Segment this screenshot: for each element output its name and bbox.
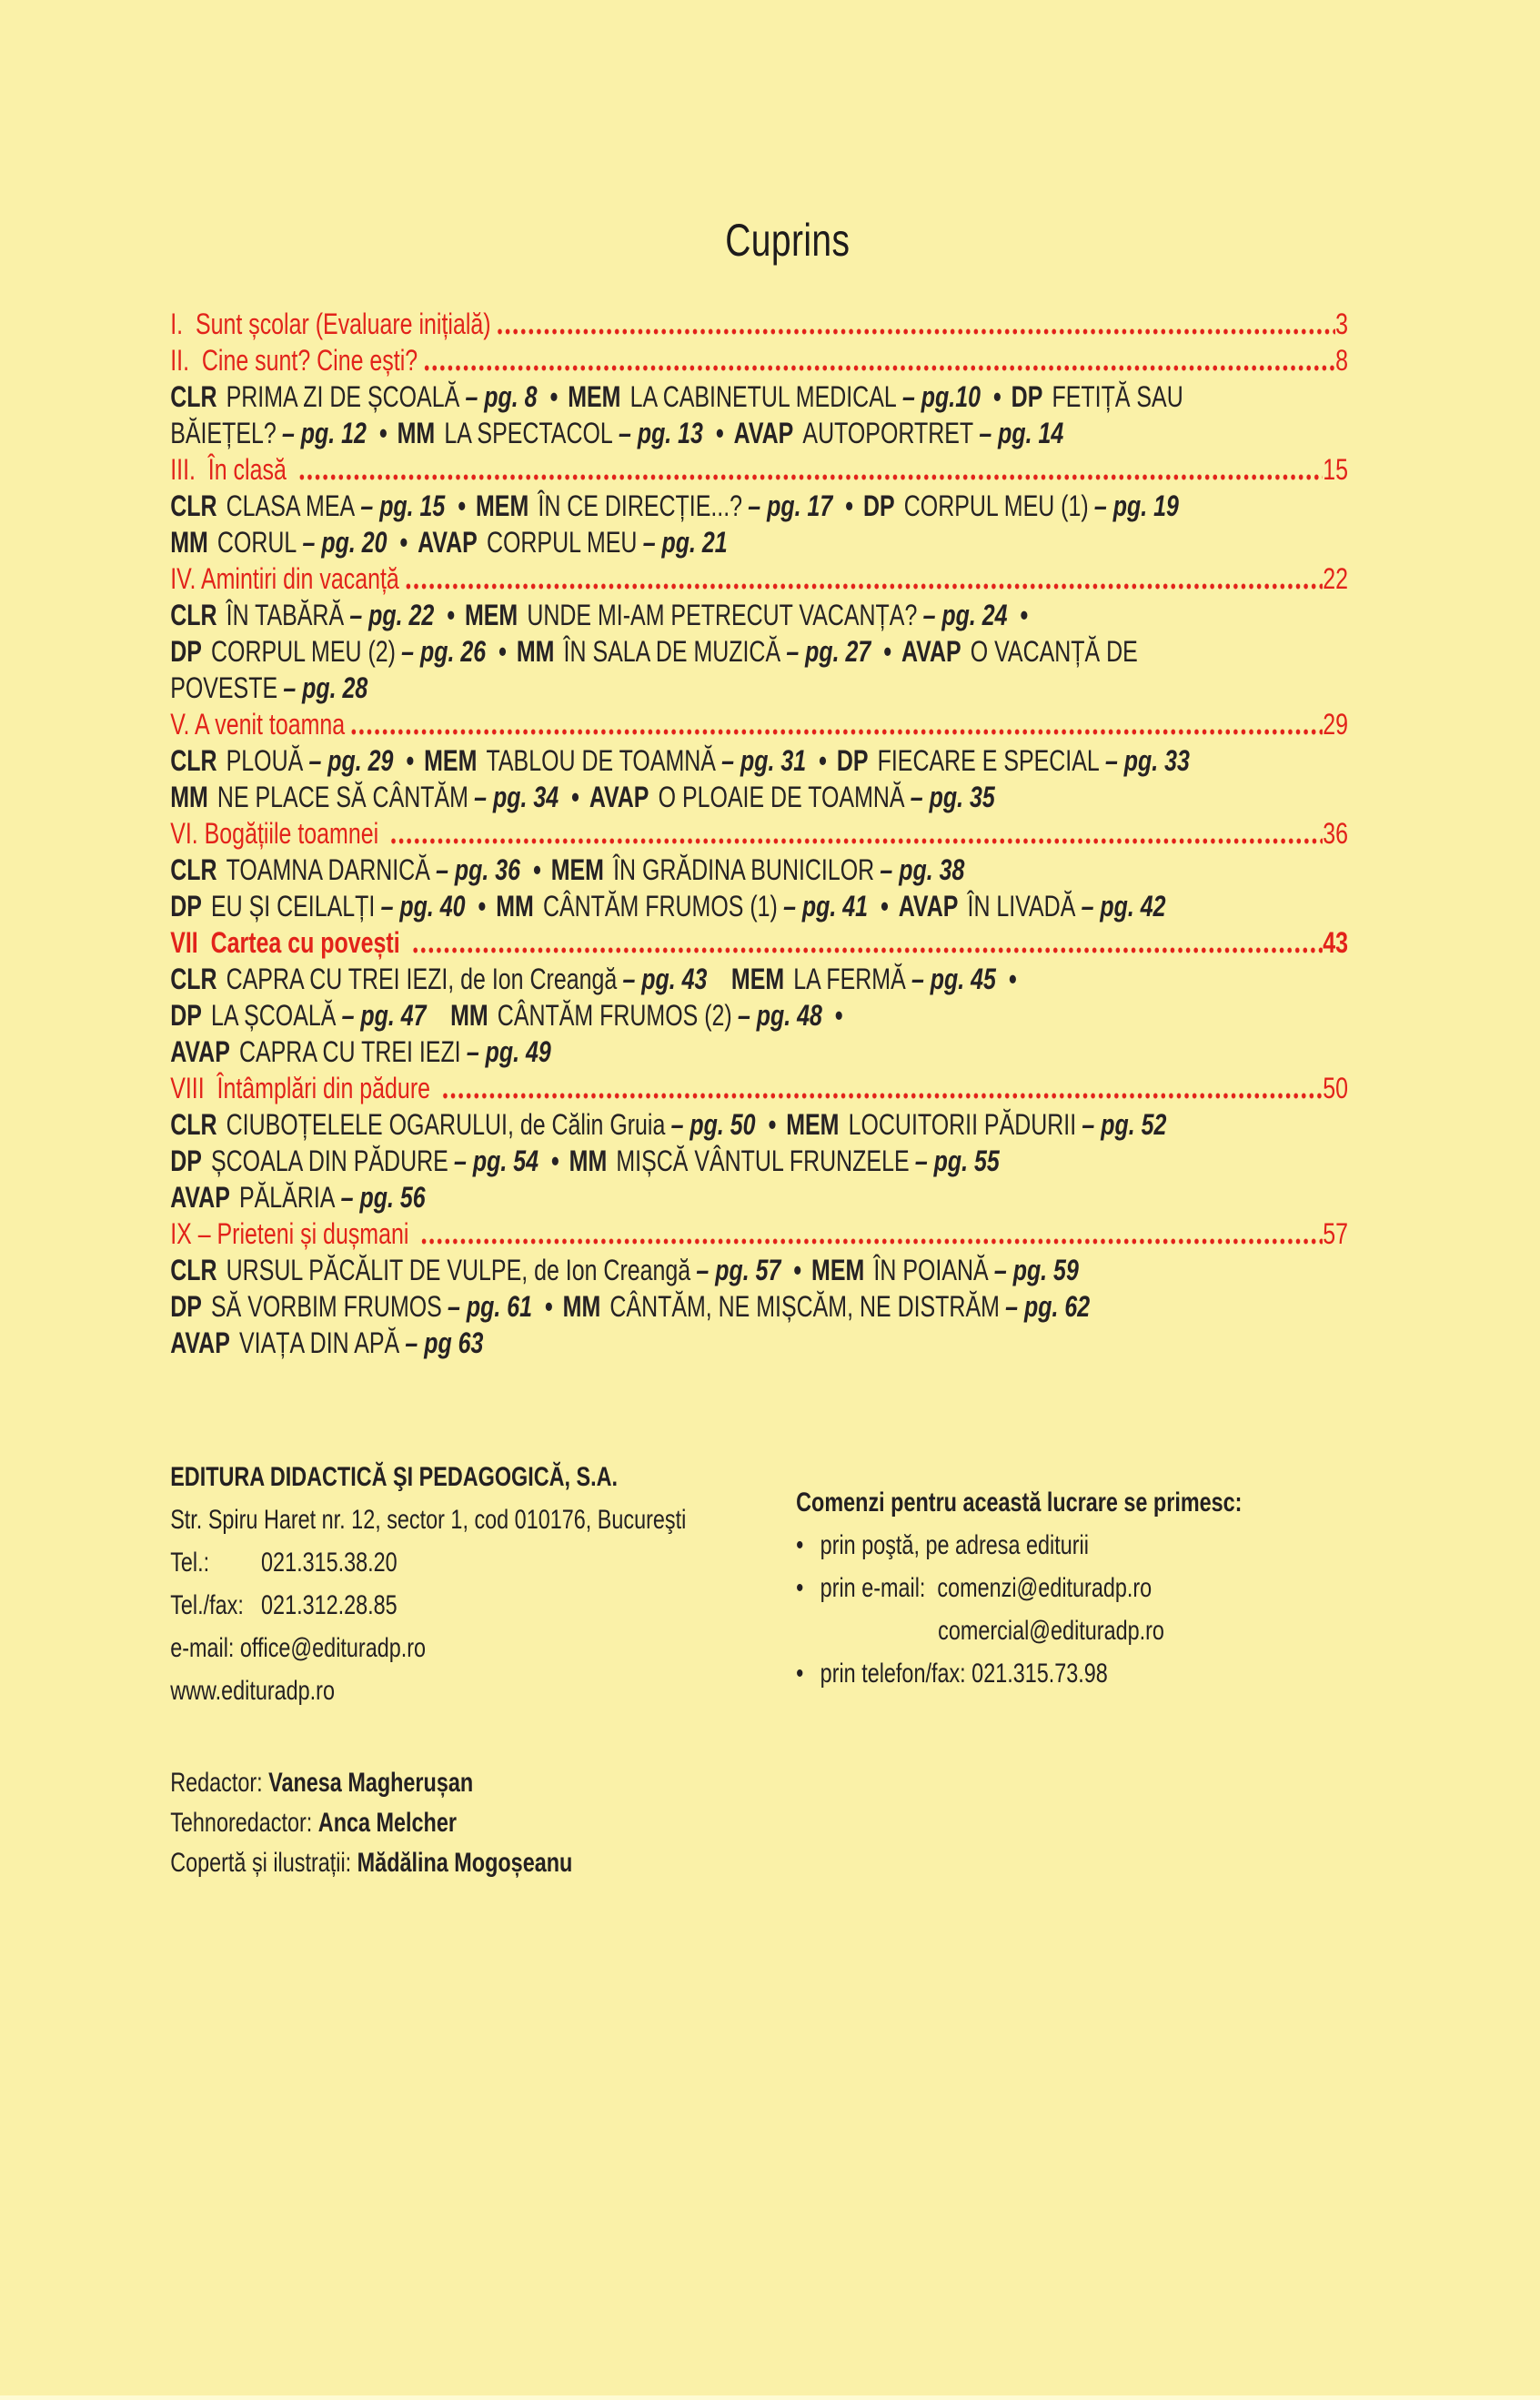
entry-label: CLR: [170, 963, 217, 995]
section-page-number: 50: [1323, 1072, 1348, 1104]
entry-page-ref: – pg. 43: [622, 963, 708, 995]
dotted-leader: [421, 1237, 1324, 1245]
entry-title: LA SPECTACOL: [444, 417, 613, 449]
order-option: [796, 1524, 1242, 1567]
order-option-text: comercial@edituradp.ro: [938, 1616, 1164, 1646]
entry-title: VIAȚA DIN APĂ: [238, 1326, 400, 1359]
entry-page-ref: – pg. 48: [737, 999, 822, 1032]
dotted-leader: [412, 946, 1323, 954]
bullet-separator: •: [819, 744, 827, 777]
toc-section-row: [170, 451, 1348, 488]
entry-page-ref: – pg. 50: [670, 1108, 756, 1141]
entry-title: ȘCOALA DIN PĂDURE: [211, 1145, 448, 1177]
dotted-leader: [442, 1092, 1323, 1100]
bullet-separator: •: [883, 635, 892, 668]
entry-title: PLOUĂ: [226, 744, 304, 777]
entry-label: MEM: [811, 1254, 865, 1286]
bullet-icon: •: [796, 1573, 804, 1603]
entry-label: MM: [569, 1145, 608, 1177]
bullet-separator: •: [478, 890, 487, 923]
section-title: VIII Întâmplări din pădure: [170, 1072, 437, 1104]
toc-entry-row: [170, 1325, 1348, 1361]
entry-page-ref: – pg 63: [405, 1326, 484, 1359]
bullet-separator: •: [993, 380, 1002, 413]
dotted-leader: [298, 473, 1323, 481]
entry-label: MEM: [464, 599, 518, 631]
entry-page-ref: – pg. 24: [922, 599, 1008, 631]
entry-title: CIUBOȚELELE OGARULUI, de Călin Gruia: [226, 1108, 666, 1141]
credit-row: [170, 1763, 1539, 1803]
entry-title: CORUL: [216, 526, 297, 559]
bullet-separator: •: [378, 417, 388, 449]
bullet-separator: •: [1008, 963, 1017, 995]
entry-title: SĂ VORBIM FRUMOS: [211, 1290, 442, 1323]
entry-title: CAPRA CU TREI IEZI: [238, 1035, 461, 1068]
entry-title: O PLOAIE DE TOAMNĂ: [658, 781, 905, 813]
entry-label: AVAP: [733, 417, 794, 449]
dotted-leader: [497, 328, 1335, 336]
entry-label: MM: [562, 1290, 601, 1323]
entry-label: MM: [496, 890, 534, 923]
entry-title: POVESTE: [170, 671, 278, 704]
credit-person-name: Mădălina Mogoșeanu: [357, 1848, 573, 1878]
entry-label: MM: [170, 526, 208, 559]
section-page-number: 57: [1323, 1217, 1348, 1250]
entry-title: ÎN LIVADĂ: [967, 890, 1076, 923]
entry-label: DP: [170, 890, 202, 923]
page-title: Cuprins: [725, 215, 851, 266]
section-title: II. Cine sunt? Cine ești?: [170, 344, 418, 377]
section-title: VI. Bogățiile toamnei: [170, 817, 386, 850]
entry-label: MEM: [568, 380, 621, 413]
entry-label: DP: [170, 999, 202, 1032]
entry-label: MM: [516, 635, 555, 668]
order-option: [796, 1567, 1242, 1609]
publisher-fax-row: [170, 1584, 796, 1627]
bullet-separator: •: [834, 999, 843, 1032]
entry-page-ref: – pg. 41: [783, 890, 869, 923]
toc-entry-row: [170, 852, 1348, 888]
toc-entry-row: [170, 1106, 1348, 1143]
bullet-separator: •: [458, 489, 467, 522]
entry-page-ref: – pg. 62: [1005, 1290, 1091, 1323]
credit-row: [170, 1843, 1539, 1883]
bullet-separator: •: [447, 599, 456, 631]
publisher-website: www.edituradp.ro: [170, 1676, 336, 1706]
entry-title: PĂLĂRIA: [238, 1181, 336, 1214]
entry-label: MM: [450, 999, 488, 1032]
entry-page-ref: – pg. 38: [880, 853, 965, 886]
entry-page-ref: – pg. 19: [1093, 489, 1179, 522]
entry-label: AVAP: [418, 526, 478, 559]
entry-title: FETIȚĂ SAU: [1052, 380, 1183, 413]
fax-number: 021.312.28.85: [261, 1590, 398, 1620]
toc-entry-row: [170, 378, 1348, 415]
entry-label: CLR: [170, 744, 217, 777]
entry-label: DP: [1011, 380, 1043, 413]
section-page-number: 29: [1323, 708, 1348, 741]
section-title: IX – Prieteni și dușmani: [170, 1217, 416, 1250]
bullet-separator: •: [550, 1145, 559, 1177]
entry-label: AVAP: [170, 1181, 230, 1214]
credit-row: [170, 1803, 1539, 1843]
entry-label: AVAP: [898, 890, 959, 923]
order-option-text: prin e-mail: comenzi@edituradp.ro: [820, 1573, 1152, 1603]
toc-entry-row: [170, 888, 1348, 924]
section-page-number: 8: [1335, 344, 1348, 377]
entry-page-ref: – pg. 15: [360, 489, 446, 522]
bullet-separator: •: [533, 853, 541, 886]
bullet-separator: •: [498, 635, 507, 668]
entry-title: LA CABINETUL MEDICAL: [629, 380, 897, 413]
entry-title: ÎN POIANĂ: [873, 1254, 989, 1286]
dotted-leader: [350, 728, 1323, 736]
entry-label: DP: [836, 744, 869, 777]
section-title: I. Sunt școlar (Evaluare inițială): [170, 308, 491, 340]
entry-title: CORPUL MEU: [486, 526, 638, 559]
toc-entry-row: [170, 597, 1348, 633]
toc-section-row: [170, 306, 1348, 342]
entry-title: ÎN GRĂDINA BUNICILOR: [613, 853, 875, 886]
toc-entry-row: [170, 779, 1348, 815]
entry-page-ref: – pg. 34: [474, 781, 559, 813]
entry-label: DP: [170, 1145, 202, 1177]
entry-label: MEM: [476, 489, 529, 522]
section-title: VII Cartea cu povești: [170, 926, 407, 959]
entry-title: O VACANȚĂ DE: [970, 635, 1138, 668]
toc-section-row: [170, 342, 1348, 378]
order-option: [796, 1652, 1242, 1695]
entry-page-ref: – pg. 59: [993, 1254, 1079, 1286]
entry-label: CLR: [170, 489, 217, 522]
toc-entry-row: [170, 1288, 1348, 1325]
table-of-contents: [170, 306, 1348, 1361]
entry-label: AVAP: [170, 1035, 230, 1068]
toc-section-row: [170, 706, 1348, 742]
toc-entry-row: [170, 633, 1348, 670]
entry-page-ref: – pg. 36: [436, 853, 521, 886]
entry-title: URSUL PĂCĂLIT DE VULPE, de Ion Creangă: [226, 1254, 691, 1286]
entry-page-ref: – pg. 61: [448, 1290, 532, 1323]
toc-entry-row: [170, 415, 1348, 451]
toc-entry-row: [170, 1179, 1348, 1215]
bullet-separator: •: [1020, 599, 1029, 631]
entry-page-ref: – pg. 49: [466, 1035, 551, 1068]
section-page-number: 36: [1323, 817, 1348, 850]
entry-title: CÂNTĂM FRUMOS (2): [497, 999, 732, 1032]
entry-page-ref: – pg. 26: [401, 635, 487, 668]
toc-entry-row: [170, 742, 1348, 779]
entry-page-ref: – pg. 57: [696, 1254, 781, 1286]
entry-title: CLASA MEA: [226, 489, 356, 522]
bullet-separator: •: [571, 781, 579, 813]
entry-label: MEM: [730, 963, 785, 995]
entry-label: MM: [397, 417, 436, 449]
entry-page-ref: – pg. 31: [721, 744, 807, 777]
entry-page-ref: – pg. 42: [1081, 890, 1166, 923]
bullet-separator: •: [549, 380, 559, 413]
bullet-separator: •: [399, 526, 408, 559]
entry-label: MM: [170, 781, 208, 813]
toc-section-row: [170, 924, 1348, 961]
bullet-separator: •: [545, 1290, 553, 1323]
entry-page-ref: – pg. 33: [1104, 744, 1190, 777]
entry-label: MEM: [786, 1108, 840, 1141]
bullet-icon: •: [796, 1659, 804, 1689]
publisher-left-column: [170, 1456, 796, 1712]
dotted-leader: [405, 582, 1323, 590]
entry-page-ref: – pg.10: [901, 380, 981, 413]
fax-label: Tel./fax:: [170, 1590, 244, 1620]
entry-page-ref: – pg. 55: [914, 1145, 1000, 1177]
order-option-text: prin poştă, pe adresa editurii: [820, 1530, 1089, 1560]
credit-person-name: Vanesa Magherușan: [268, 1768, 474, 1798]
entry-label: AVAP: [170, 1326, 230, 1359]
toc-section-row: [170, 1070, 1348, 1106]
entry-label: CLR: [170, 1254, 217, 1286]
order-option-text: prin telefon/fax: 021.315.73.98: [820, 1659, 1108, 1689]
toc-entry-row: [170, 961, 1348, 997]
toc-section-row: [170, 815, 1348, 852]
entry-title: TABLOU DE TOAMNĂ: [486, 744, 716, 777]
entry-page-ref: – pg. 29: [308, 744, 394, 777]
entry-title: TOAMNA DARNICĂ: [226, 853, 430, 886]
entry-label: CLR: [170, 380, 217, 413]
dotted-leader: [423, 364, 1335, 372]
publisher-name: EDITURA DIDACTICĂ ŞI PEDAGOGICĂ, S.A.: [170, 1462, 619, 1492]
section-title: IV. Amintiri din vacanță: [170, 562, 399, 595]
credit-role-label: Tehnoredactor:: [170, 1808, 318, 1838]
orders-heading: Comenzi pentru această lucrare se primesc:: [796, 1487, 1243, 1518]
entry-title: LA ȘCOALĂ: [211, 999, 337, 1032]
entry-label: CLR: [170, 853, 217, 886]
entry-title: FIECARE E SPECIAL: [877, 744, 1100, 777]
toc-entry-row: [170, 1034, 1348, 1070]
entry-title: LOCUITORII PĂDURII: [848, 1108, 1077, 1141]
page-content: [0, 215, 1540, 2400]
entry-page-ref: – pg. 56: [340, 1181, 426, 1214]
toc-section-row: [170, 1215, 1348, 1252]
entry-page-ref: – pg. 22: [349, 599, 435, 631]
entry-page-ref: – pg. 17: [748, 489, 833, 522]
entry-page-ref: – pg. 8: [465, 380, 538, 413]
toc-entry-row: [170, 670, 1348, 706]
entry-title: BĂIEȚEL?: [170, 417, 277, 449]
bullet-separator: •: [881, 890, 889, 923]
scanned-page: [0, 215, 1540, 2400]
section-page-number: 15: [1323, 453, 1348, 486]
entry-label: CLR: [170, 599, 217, 631]
toc-entry-row: [170, 1143, 1348, 1179]
entry-title: CÂNTĂM FRUMOS (1): [542, 890, 778, 923]
entry-label: DP: [170, 635, 202, 668]
orders-column: [796, 1456, 1242, 1712]
phone-label: Tel.:: [170, 1548, 210, 1578]
bullet-separator: •: [406, 744, 415, 777]
entry-title: EU ȘI CEILALȚI: [211, 890, 376, 923]
toc-section-row: [170, 560, 1348, 597]
orders-list: [796, 1524, 1242, 1695]
section-page-number: 22: [1323, 562, 1348, 595]
bullet-icon: •: [796, 1530, 804, 1560]
entry-label: AVAP: [901, 635, 961, 668]
entry-title: ÎN CE DIRECȚIE...?: [538, 489, 743, 522]
entry-page-ref: – pg. 12: [281, 417, 367, 449]
entry-title: CÂNTĂM, NE MIȘCĂM, NE DISTRĂM: [609, 1290, 1000, 1323]
entry-title: ÎN TABĂRĂ: [226, 599, 345, 631]
entry-label: MEM: [550, 853, 604, 886]
toc-entry-row: [170, 1252, 1348, 1288]
entry-page-ref: – pg. 14: [979, 417, 1064, 449]
credit-person-name: Anca Melcher: [317, 1808, 457, 1838]
toc-entry-row: [170, 997, 1348, 1034]
entry-title: MIȘCĂ VÂNTUL FRUNZELE: [616, 1145, 910, 1177]
scan-edge: [0, 2395, 1540, 2400]
entry-page-ref: – pg. 40: [380, 890, 466, 923]
entry-page-ref: – pg. 13: [619, 417, 703, 449]
entry-title: NE PLACE SĂ CÂNTĂM: [216, 781, 468, 813]
section-page-number: 43: [1323, 926, 1348, 959]
entry-title: UNDE MI-AM PETRECUT VACANȚA?: [527, 599, 918, 631]
entry-title: ÎN SALA DE MUZICĂ: [563, 635, 781, 668]
entry-title: PRIMA ZI DE ȘCOALĂ: [226, 380, 460, 413]
publisher-email: e-mail: office@edituradp.ro: [170, 1633, 427, 1663]
bullet-separator: •: [793, 1254, 802, 1286]
publisher-phone-row: [170, 1541, 796, 1584]
order-option: [796, 1609, 1242, 1652]
section-title: V. A venit toamna: [170, 708, 346, 741]
credits-block: [170, 1763, 1539, 1883]
entry-title: CORPUL MEU (1): [903, 489, 1089, 522]
entry-page-ref: – pg. 21: [642, 526, 728, 559]
publisher-info: [170, 1456, 1419, 1712]
entry-label: MEM: [424, 744, 478, 777]
credit-role-label: Redactor:: [170, 1768, 269, 1798]
toc-entry-row: [170, 488, 1348, 524]
entry-title: CAPRA CU TREI IEZI, de Ion Creangă: [226, 963, 618, 995]
dotted-leader: [390, 837, 1323, 845]
entry-label: DP: [862, 489, 895, 522]
entry-label: AVAP: [589, 781, 649, 813]
entry-title: AUTOPORTRET: [802, 417, 974, 449]
entry-page-ref: – pg. 52: [1082, 1108, 1167, 1141]
entry-page-ref: – pg. 45: [911, 963, 996, 995]
bullet-separator: •: [845, 489, 854, 522]
entry-page-ref: – pg. 35: [910, 781, 995, 813]
section-page-number: 3: [1335, 308, 1348, 340]
section-title: III. În clasă: [170, 453, 293, 486]
entry-page-ref: – pg. 20: [302, 526, 388, 559]
entry-page-ref: – pg. 27: [786, 635, 871, 668]
toc-entry-row: [170, 524, 1348, 560]
entry-label: DP: [170, 1290, 202, 1323]
entry-page-ref: – pg. 28: [283, 671, 368, 704]
bullet-separator: •: [768, 1108, 777, 1141]
bullet-separator: •: [715, 417, 724, 449]
credit-role-label: Copertă și ilustrații:: [170, 1848, 357, 1878]
entry-page-ref: – pg. 54: [454, 1145, 538, 1177]
entry-page-ref: – pg. 47: [341, 999, 427, 1032]
entry-title: LA FERMĂ: [793, 963, 906, 995]
entry-label: CLR: [170, 1108, 217, 1141]
phone-number: 021.315.38.20: [261, 1548, 398, 1578]
entry-title: CORPUL MEU (2): [211, 635, 396, 668]
publisher-address: Str. Spiru Haret nr. 12, sector 1, cod 010176, Bucureşti: [170, 1505, 687, 1535]
